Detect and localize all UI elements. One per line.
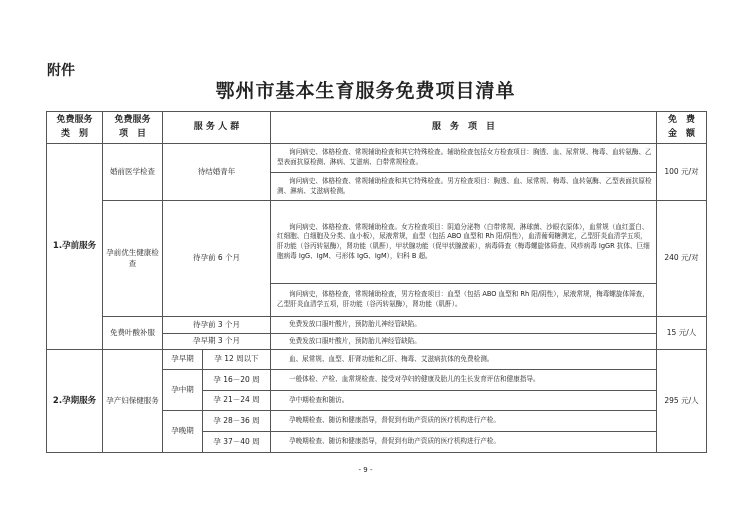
people-eugenic: 待孕前 6 个月 — [163, 201, 271, 317]
items-week: 孕晚期检查、随访和健康指导，督促到有助产资质的医疗机构进行产检。 — [271, 432, 657, 453]
service-folic-acid: 免费叶酸补服 — [103, 317, 163, 350]
fee-folic: 15 元/人 — [657, 317, 707, 350]
week-range: 孕 28－36 周 — [203, 411, 271, 432]
table-row — [47, 350, 707, 370]
people-premarital: 待结婚青年 — [163, 144, 271, 201]
week-range: 孕 21－24 周 — [203, 391, 271, 411]
page-title: 鄂州市基本生育服务免费项目清单 — [215, 80, 516, 102]
table-row — [47, 201, 707, 284]
week-range: 孕 12 周以下 — [203, 350, 271, 370]
items-premarital-male: 询问病史、体格检查、常规辅助检查和其它特殊检查。男方检查项目：胸透、血、尿常规、梅毒、血转氨酶、乙型表面抗原检测、淋病、艾滋病检测。 — [271, 173, 657, 201]
items-eugenic-male: 询问病史，体格检查，常规辅助检查，男方检查项目：血型（包括 ABO 血型和 Rh 阳/阴性），尿液常规，梅毒螺旋体筛查，乙型肝炎血清学五项，肝功能（谷丙转氨酶），肾功能（肌酐）。 — [271, 284, 657, 317]
table-header-row — [47, 112, 707, 144]
header-category: 免费服务 类 别 — [47, 112, 103, 144]
page-number: - 9 - — [358, 466, 373, 474]
items-folic-1: 免费发放口服叶酸片，预防胎儿神经管缺陷。 — [271, 317, 657, 334]
week-range: 孕 37－40 周 — [203, 432, 271, 453]
category-prepregnancy: 1.孕前服务 — [47, 144, 103, 350]
fee-premarital: 100 元/对 — [657, 144, 707, 201]
items-week: 孕中期检查和随访。 — [271, 391, 657, 411]
people-folic-2: 孕早期 3 个月 — [163, 334, 271, 350]
week-range: 孕 16－20 周 — [203, 370, 271, 391]
header-people: 服 务 人 群 — [163, 112, 271, 144]
items-week: 血、尿常规、血型、肝肾功能和乙肝、梅毒、艾滋病抗体的免费检测。 — [271, 350, 657, 370]
table-row — [47, 317, 707, 334]
stage-early: 孕早期 — [163, 350, 203, 370]
header-service: 免费服务 项 目 — [103, 112, 163, 144]
table-row — [47, 144, 707, 173]
service-maternal-care: 孕产妇保健服务 — [103, 350, 163, 453]
service-list-table — [46, 111, 707, 453]
items-premarital-female: 询问病史、体格检查、常规辅助检查和其它特殊检查。辅助检查包括女方检查项目：胸透、血、尿常规、梅毒、血转氨酶、乙型表面抗原检测、淋病、艾滋病、白带常规检查。 — [271, 144, 657, 173]
header-items: 服 务 项 目 — [271, 112, 657, 144]
header-fee: 免 费 金 额 — [657, 112, 707, 144]
annex-label: 附件 — [47, 63, 75, 79]
service-premarital-check: 婚前医学检查 — [103, 144, 163, 201]
stage-late: 孕晚期 — [163, 411, 203, 453]
items-week: 孕晚期检查、随访和健康指导，督促到有助产资质的医疗机构进行产检。 — [271, 411, 657, 432]
fee-maternal-care: 295 元/人 — [657, 350, 707, 453]
fee-eugenic: 240 元/对 — [657, 201, 707, 317]
service-eugenic-check: 孕前优生健康检查 — [103, 201, 163, 317]
stage-middle: 孕中期 — [163, 370, 203, 411]
items-eugenic-female: 询问病史、体格检查、常规辅助检查。女方检查项目：阴道分泌物（白带常规、淋球菌、沙眼衣原体），血常规（血红蛋白、红细胞、白细胞及分类、血小板），尿液常规，血型（包括 ABO 血型和 Rh 阳/阴性），血清葡萄糖测定，乙型肝炎血清学五项，肝功能（谷丙转氨酶），肾功能（肌酐），甲状腺功能（促甲状腺激素），病毒筛查（梅毒螺旋体筛查、风疹病毒 IgGR 抗体、巨细胞病毒 IgG、IgM、弓形体 IgG、IgM），妇科 B 超。 — [271, 201, 657, 284]
category-pregnancy: 2.孕期服务 — [47, 350, 103, 453]
items-week: 一般体检、产检、血常规检查、接受对孕妇的健康及胎儿的生长发育评估和健康指导。 — [271, 370, 657, 391]
items-folic-2: 免费发放口服叶酸片，预防胎儿神经管缺陷。 — [271, 334, 657, 350]
people-folic-1: 待孕前 3 个月 — [163, 317, 271, 334]
